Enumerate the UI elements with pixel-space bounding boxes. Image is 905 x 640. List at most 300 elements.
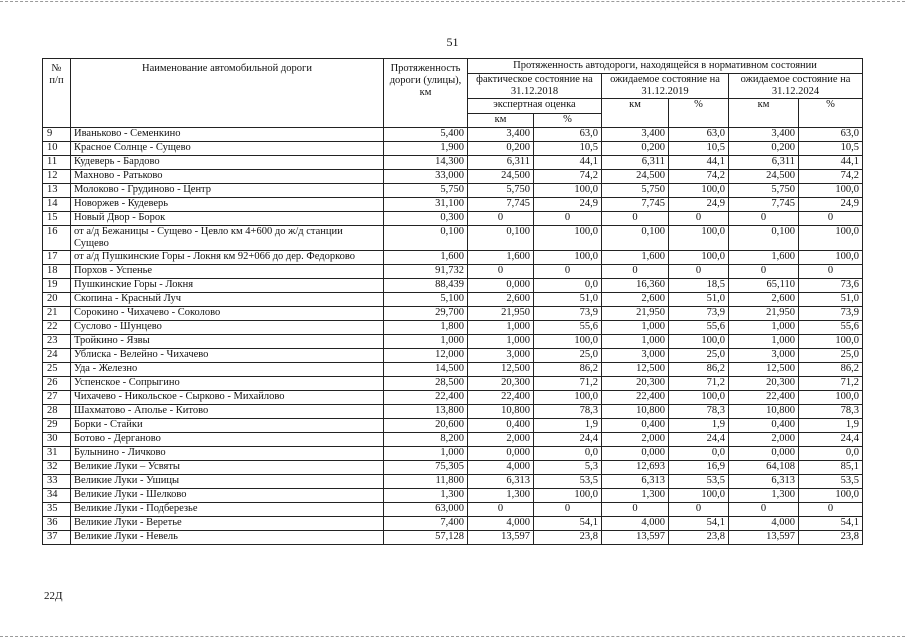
cell-e19-pct: 55,6 — [669, 321, 729, 335]
cell-e24-pct: 74,2 — [799, 170, 863, 184]
cell-len: 1,800 — [384, 321, 468, 335]
cell-e19-pct: 74,2 — [669, 170, 729, 184]
cell-name: от а/д Пушкинские Горы - Локня км 92+066 до дер. Федорково — [71, 251, 384, 265]
cell-e24-pct: 54,1 — [799, 517, 863, 531]
cell-e19-km: 12,500 — [602, 363, 669, 377]
cell-name: Борки - Стайки — [71, 419, 384, 433]
cell-e24-km: 24,500 — [729, 170, 799, 184]
cell-e19-km: 16,360 — [602, 279, 669, 293]
cell-f-km: 4,000 — [468, 517, 534, 531]
cell-e24-km: 0,200 — [729, 142, 799, 156]
cell-name: Великие Луки - Ушицы — [71, 475, 384, 489]
cell-e24-km: 1,000 — [729, 335, 799, 349]
cell-e19-pct: 44,1 — [669, 156, 729, 170]
cell-e24-km: 0 — [729, 265, 799, 279]
cell-e19-pct: 18,5 — [669, 279, 729, 293]
cell-e24-pct: 10,5 — [799, 142, 863, 156]
cell-f-pct: 78,3 — [534, 405, 602, 419]
cell-f-pct: 100,0 — [534, 335, 602, 349]
cell-e19-km: 6,313 — [602, 475, 669, 489]
cell-name: Чихачево - Никольское - Сырково - Михайлово — [71, 391, 384, 405]
cell-f-km: 13,597 — [468, 531, 534, 545]
cell-e24-km: 65,110 — [729, 279, 799, 293]
table-row — [43, 212, 863, 226]
cell-e19-km: 0 — [602, 212, 669, 226]
cell-e24-km: 2,000 — [729, 433, 799, 447]
cell-len: 57,128 — [384, 531, 468, 545]
cell-f-pct: 100,0 — [534, 226, 602, 251]
footer-code: 22Д — [44, 590, 63, 602]
cell-len: 63,000 — [384, 503, 468, 517]
header-pct-2024: % — [799, 99, 863, 128]
cell-e19-pct: 53,5 — [669, 475, 729, 489]
cell-e19-km: 21,950 — [602, 307, 669, 321]
cell-n: 26 — [43, 377, 71, 391]
cell-e24-pct: 0 — [799, 212, 863, 226]
cell-e19-km: 10,800 — [602, 405, 669, 419]
cell-e19-pct: 54,1 — [669, 517, 729, 531]
table-row — [43, 265, 863, 279]
cell-e19-km: 1,000 — [602, 335, 669, 349]
cell-e19-pct: 100,0 — [669, 184, 729, 198]
cell-f-km: 1,000 — [468, 335, 534, 349]
cell-n: 24 — [43, 349, 71, 363]
table-row — [43, 307, 863, 321]
cell-e19-pct: 86,2 — [669, 363, 729, 377]
cell-e19-km: 20,300 — [602, 377, 669, 391]
cell-f-km: 10,800 — [468, 405, 534, 419]
table-row — [43, 142, 863, 156]
table-row — [43, 363, 863, 377]
cell-name: Новый Двор - Борок — [71, 212, 384, 226]
cell-e24-km: 64,108 — [729, 461, 799, 475]
page-number: 51 — [446, 35, 459, 49]
cell-len: 28,500 — [384, 377, 468, 391]
cell-name: Суслово - Шунцево — [71, 321, 384, 335]
cell-e19-pct: 100,0 — [669, 226, 729, 251]
cell-n: 13 — [43, 184, 71, 198]
table-row — [43, 156, 863, 170]
cell-name: Шахматово - Аполье - Китово — [71, 405, 384, 419]
header-name: Наименование автомобильной дороги — [71, 59, 384, 128]
cell-len: 91,732 — [384, 265, 468, 279]
table-row — [43, 377, 863, 391]
cell-e24-km: 0,400 — [729, 419, 799, 433]
cell-e24-pct: 85,1 — [799, 461, 863, 475]
cell-e24-km: 1,000 — [729, 321, 799, 335]
cell-f-km: 2,000 — [468, 433, 534, 447]
cell-f-km: 0,000 — [468, 279, 534, 293]
cell-name: Скопина - Красный Луч — [71, 293, 384, 307]
cell-e19-pct: 100,0 — [669, 251, 729, 265]
cell-name: Великие Луки - Невель — [71, 531, 384, 545]
cell-f-pct: 71,2 — [534, 377, 602, 391]
cell-f-pct: 0 — [534, 265, 602, 279]
cell-name: Ботово - Дерганово — [71, 433, 384, 447]
cell-len: 14,300 — [384, 156, 468, 170]
cell-len: 1,000 — [384, 447, 468, 461]
cell-n: 30 — [43, 433, 71, 447]
cell-e24-pct: 86,2 — [799, 363, 863, 377]
cell-len: 8,200 — [384, 433, 468, 447]
cell-e19-km: 13,597 — [602, 531, 669, 545]
cell-f-km: 20,300 — [468, 377, 534, 391]
cell-f-km: 0,400 — [468, 419, 534, 433]
cell-f-km: 21,950 — [468, 307, 534, 321]
table-row — [43, 517, 863, 531]
cell-name: Пушкинские Горы - Локня — [71, 279, 384, 293]
header-km-2018: км — [468, 114, 534, 128]
cell-f-pct: 100,0 — [534, 184, 602, 198]
cell-e19-km: 12,693 — [602, 461, 669, 475]
cell-f-pct: 73,9 — [534, 307, 602, 321]
cell-e19-km: 1,600 — [602, 251, 669, 265]
cell-e24-km: 3,400 — [729, 128, 799, 142]
cell-e24-pct: 73,9 — [799, 307, 863, 321]
header-expected-2024: ожидаемое состояние на 31.12.2024 — [729, 74, 863, 99]
cell-len: 5,400 — [384, 128, 468, 142]
cell-name: Успенское - Сопрыгино — [71, 377, 384, 391]
cell-e24-pct: 1,9 — [799, 419, 863, 433]
scan-edge-top — [0, 1, 905, 2]
cell-e19-pct: 51,0 — [669, 293, 729, 307]
cell-n: 31 — [43, 447, 71, 461]
cell-n: 19 — [43, 279, 71, 293]
cell-n: 33 — [43, 475, 71, 489]
cell-f-km: 1,000 — [468, 321, 534, 335]
cell-n: 9 — [43, 128, 71, 142]
cell-e24-km: 0 — [729, 212, 799, 226]
cell-f-pct: 44,1 — [534, 156, 602, 170]
cell-e19-km: 6,311 — [602, 156, 669, 170]
cell-name: Великие Луки - Подберезье — [71, 503, 384, 517]
cell-e24-pct: 25,0 — [799, 349, 863, 363]
cell-e24-km: 0,100 — [729, 226, 799, 251]
cell-name: Порхов - Успенье — [71, 265, 384, 279]
cell-f-pct: 24,4 — [534, 433, 602, 447]
cell-f-km: 0,000 — [468, 447, 534, 461]
cell-e24-pct: 24,9 — [799, 198, 863, 212]
cell-n: 16 — [43, 226, 71, 251]
cell-e24-pct: 100,0 — [799, 489, 863, 503]
cell-n: 25 — [43, 363, 71, 377]
cell-len: 75,305 — [384, 461, 468, 475]
cell-name: Великие Луки – Усвяты — [71, 461, 384, 475]
cell-e24-km: 5,750 — [729, 184, 799, 198]
cell-f-pct: 100,0 — [534, 391, 602, 405]
cell-f-km: 6,313 — [468, 475, 534, 489]
cell-e19-km: 0,200 — [602, 142, 669, 156]
cell-name: Молоково - Грудиново - Центр — [71, 184, 384, 198]
cell-f-pct: 74,2 — [534, 170, 602, 184]
cell-f-km: 0 — [468, 503, 534, 517]
cell-e19-km: 0,000 — [602, 447, 669, 461]
cell-len: 0,100 — [384, 226, 468, 251]
cell-len: 5,100 — [384, 293, 468, 307]
cell-e19-km: 2,600 — [602, 293, 669, 307]
table-row — [43, 475, 863, 489]
cell-e24-km: 13,597 — [729, 531, 799, 545]
table-row — [43, 321, 863, 335]
cell-name: Кудеверь - Бардово — [71, 156, 384, 170]
table-row — [43, 489, 863, 503]
cell-name: Булынино - Личково — [71, 447, 384, 461]
cell-e24-pct: 0,0 — [799, 447, 863, 461]
cell-e19-pct: 0 — [669, 503, 729, 517]
cell-e19-km: 4,000 — [602, 517, 669, 531]
table-row — [43, 170, 863, 184]
cell-e24-km: 3,000 — [729, 349, 799, 363]
cell-e24-pct: 100,0 — [799, 391, 863, 405]
cell-f-pct: 23,8 — [534, 531, 602, 545]
cell-name: Новоржев - Кудеверь — [71, 198, 384, 212]
cell-n: 32 — [43, 461, 71, 475]
header-normative: Протяженность автодороги, находящейся в нормативном состоянии — [468, 59, 863, 74]
table-row — [43, 279, 863, 293]
cell-len: 14,500 — [384, 363, 468, 377]
cell-name: Ублиска - Велейно - Чихачево — [71, 349, 384, 363]
cell-f-km: 2,600 — [468, 293, 534, 307]
cell-f-km: 3,400 — [468, 128, 534, 142]
cell-e19-pct: 63,0 — [669, 128, 729, 142]
cell-e24-pct: 100,0 — [799, 184, 863, 198]
cell-name: от а/д Бежаницы - Сущево - Цевло км 4+600 до ж/д станции Сущево — [71, 226, 384, 251]
cell-e19-pct: 24,9 — [669, 198, 729, 212]
cell-e19-km: 0,400 — [602, 419, 669, 433]
cell-e24-km: 0,000 — [729, 447, 799, 461]
cell-name: Красное Солнце - Сущево — [71, 142, 384, 156]
cell-e24-pct: 24,4 — [799, 433, 863, 447]
cell-f-pct: 100,0 — [534, 251, 602, 265]
cell-f-pct: 86,2 — [534, 363, 602, 377]
cell-name: Сорокино - Чихачево - Соколово — [71, 307, 384, 321]
cell-n: 23 — [43, 335, 71, 349]
cell-e24-pct: 100,0 — [799, 335, 863, 349]
cell-name: Уда - Железно — [71, 363, 384, 377]
cell-f-km: 7,745 — [468, 198, 534, 212]
cell-e19-km: 1,300 — [602, 489, 669, 503]
cell-name: Тройкино - Язвы — [71, 335, 384, 349]
cell-f-pct: 55,6 — [534, 321, 602, 335]
cell-f-km: 12,500 — [468, 363, 534, 377]
cell-f-pct: 0,0 — [534, 279, 602, 293]
cell-name: Махново - Ратьково — [71, 170, 384, 184]
roads-table — [42, 58, 863, 545]
cell-e19-km: 0 — [602, 265, 669, 279]
cell-len: 0,300 — [384, 212, 468, 226]
cell-n: 34 — [43, 489, 71, 503]
cell-e24-pct: 0 — [799, 265, 863, 279]
table-row — [43, 433, 863, 447]
cell-e24-pct: 55,6 — [799, 321, 863, 335]
cell-e19-km: 1,000 — [602, 321, 669, 335]
table-row — [43, 349, 863, 363]
cell-e24-pct: 23,8 — [799, 531, 863, 545]
cell-e19-pct: 100,0 — [669, 489, 729, 503]
cell-e19-pct: 78,3 — [669, 405, 729, 419]
cell-n: 22 — [43, 321, 71, 335]
cell-f-pct: 10,5 — [534, 142, 602, 156]
cell-e19-km: 7,745 — [602, 198, 669, 212]
cell-f-pct: 25,0 — [534, 349, 602, 363]
table-row — [43, 461, 863, 475]
cell-e24-km: 4,000 — [729, 517, 799, 531]
table-row — [43, 128, 863, 142]
cell-e24-pct: 100,0 — [799, 251, 863, 265]
header-num: № п/п — [43, 59, 71, 128]
cell-e24-pct: 53,5 — [799, 475, 863, 489]
cell-e19-km: 0 — [602, 503, 669, 517]
cell-f-km: 6,311 — [468, 156, 534, 170]
cell-len: 13,800 — [384, 405, 468, 419]
cell-e19-pct: 25,0 — [669, 349, 729, 363]
cell-e24-km: 7,745 — [729, 198, 799, 212]
table-row — [43, 391, 863, 405]
table-body — [43, 128, 863, 545]
cell-e19-km: 24,500 — [602, 170, 669, 184]
cell-len: 31,100 — [384, 198, 468, 212]
cell-f-km: 0 — [468, 265, 534, 279]
cell-e19-km: 3,000 — [602, 349, 669, 363]
cell-len: 12,000 — [384, 349, 468, 363]
cell-f-pct: 24,9 — [534, 198, 602, 212]
header-length: Протяженность дороги (улицы), км — [384, 59, 468, 128]
cell-f-km: 5,750 — [468, 184, 534, 198]
cell-n: 20 — [43, 293, 71, 307]
cell-len: 5,750 — [384, 184, 468, 198]
cell-f-km: 0,100 — [468, 226, 534, 251]
cell-e24-km: 10,800 — [729, 405, 799, 419]
cell-e19-pct: 73,9 — [669, 307, 729, 321]
cell-len: 88,439 — [384, 279, 468, 293]
cell-len: 22,400 — [384, 391, 468, 405]
cell-f-km: 1,300 — [468, 489, 534, 503]
cell-f-pct: 100,0 — [534, 489, 602, 503]
cell-n: 11 — [43, 156, 71, 170]
cell-e24-pct: 0 — [799, 503, 863, 517]
cell-e24-pct: 100,0 — [799, 226, 863, 251]
cell-e24-pct: 44,1 — [799, 156, 863, 170]
cell-e24-km: 6,313 — [729, 475, 799, 489]
cell-n: 37 — [43, 531, 71, 545]
cell-n: 29 — [43, 419, 71, 433]
cell-e19-km: 3,400 — [602, 128, 669, 142]
cell-e24-km: 12,500 — [729, 363, 799, 377]
cell-f-km: 3,000 — [468, 349, 534, 363]
table-row — [43, 251, 863, 265]
header-pct-2018: % — [534, 114, 602, 128]
cell-f-km: 1,600 — [468, 251, 534, 265]
cell-n: 27 — [43, 391, 71, 405]
cell-e19-pct: 100,0 — [669, 391, 729, 405]
cell-name: Великие Луки - Веретье — [71, 517, 384, 531]
cell-f-pct: 1,9 — [534, 419, 602, 433]
cell-e19-km: 5,750 — [602, 184, 669, 198]
cell-f-km: 0 — [468, 212, 534, 226]
cell-e24-km: 21,950 — [729, 307, 799, 321]
cell-f-pct: 0 — [534, 212, 602, 226]
cell-e19-km: 22,400 — [602, 391, 669, 405]
header-pct-2019: % — [669, 99, 729, 128]
cell-n: 10 — [43, 142, 71, 156]
cell-e19-km: 0,100 — [602, 226, 669, 251]
cell-len: 29,700 — [384, 307, 468, 321]
cell-e24-pct: 71,2 — [799, 377, 863, 391]
cell-f-km: 0,200 — [468, 142, 534, 156]
cell-e24-pct: 51,0 — [799, 293, 863, 307]
table-row — [43, 335, 863, 349]
table-row — [43, 405, 863, 419]
cell-n: 21 — [43, 307, 71, 321]
cell-e19-pct: 10,5 — [669, 142, 729, 156]
cell-n: 28 — [43, 405, 71, 419]
cell-e19-pct: 0 — [669, 212, 729, 226]
cell-e19-pct: 0 — [669, 265, 729, 279]
header-km-2024: км — [729, 99, 799, 128]
table-row — [43, 184, 863, 198]
table-row — [43, 447, 863, 461]
cell-len: 20,600 — [384, 419, 468, 433]
cell-f-km: 24,500 — [468, 170, 534, 184]
cell-e24-km: 1,300 — [729, 489, 799, 503]
cell-e19-pct: 16,9 — [669, 461, 729, 475]
cell-len: 1,900 — [384, 142, 468, 156]
cell-e24-km: 1,600 — [729, 251, 799, 265]
header-fact-2018: фактическое состояние на 31.12.2018 — [468, 74, 602, 99]
cell-e19-pct: 24,4 — [669, 433, 729, 447]
cell-name: Великие Луки - Шелково — [71, 489, 384, 503]
table-row — [43, 531, 863, 545]
cell-n: 35 — [43, 503, 71, 517]
scan-edge-bottom — [0, 636, 905, 637]
cell-e19-pct: 71,2 — [669, 377, 729, 391]
table-row — [43, 419, 863, 433]
table-row — [43, 198, 863, 212]
table-row — [43, 226, 863, 251]
cell-n: 17 — [43, 251, 71, 265]
table-row — [43, 293, 863, 307]
cell-e19-pct: 0,0 — [669, 447, 729, 461]
header-expert-assessment: экспертная оценка — [468, 99, 602, 114]
cell-e24-pct: 73,6 — [799, 279, 863, 293]
cell-e24-km: 6,311 — [729, 156, 799, 170]
cell-len: 11,800 — [384, 475, 468, 489]
cell-e24-km: 2,600 — [729, 293, 799, 307]
cell-e24-km: 0 — [729, 503, 799, 517]
cell-f-pct: 0,0 — [534, 447, 602, 461]
cell-f-km: 22,400 — [468, 391, 534, 405]
cell-e19-pct: 23,8 — [669, 531, 729, 545]
header-expected-2019: ожидаемое состояние на 31.12.2019 — [602, 74, 729, 99]
cell-n: 12 — [43, 170, 71, 184]
cell-len: 1,300 — [384, 489, 468, 503]
cell-f-pct: 54,1 — [534, 517, 602, 531]
cell-e19-pct: 1,9 — [669, 419, 729, 433]
cell-e24-pct: 63,0 — [799, 128, 863, 142]
cell-f-pct: 51,0 — [534, 293, 602, 307]
cell-len: 1,000 — [384, 335, 468, 349]
cell-e24-pct: 78,3 — [799, 405, 863, 419]
header-km-2019: км — [602, 99, 669, 128]
cell-len: 1,600 — [384, 251, 468, 265]
cell-f-km: 4,000 — [468, 461, 534, 475]
cell-e19-pct: 100,0 — [669, 335, 729, 349]
table-row — [43, 503, 863, 517]
cell-n: 15 — [43, 212, 71, 226]
cell-e24-km: 20,300 — [729, 377, 799, 391]
cell-len: 7,400 — [384, 517, 468, 531]
cell-name: Иваньково - Семенкино — [71, 128, 384, 142]
